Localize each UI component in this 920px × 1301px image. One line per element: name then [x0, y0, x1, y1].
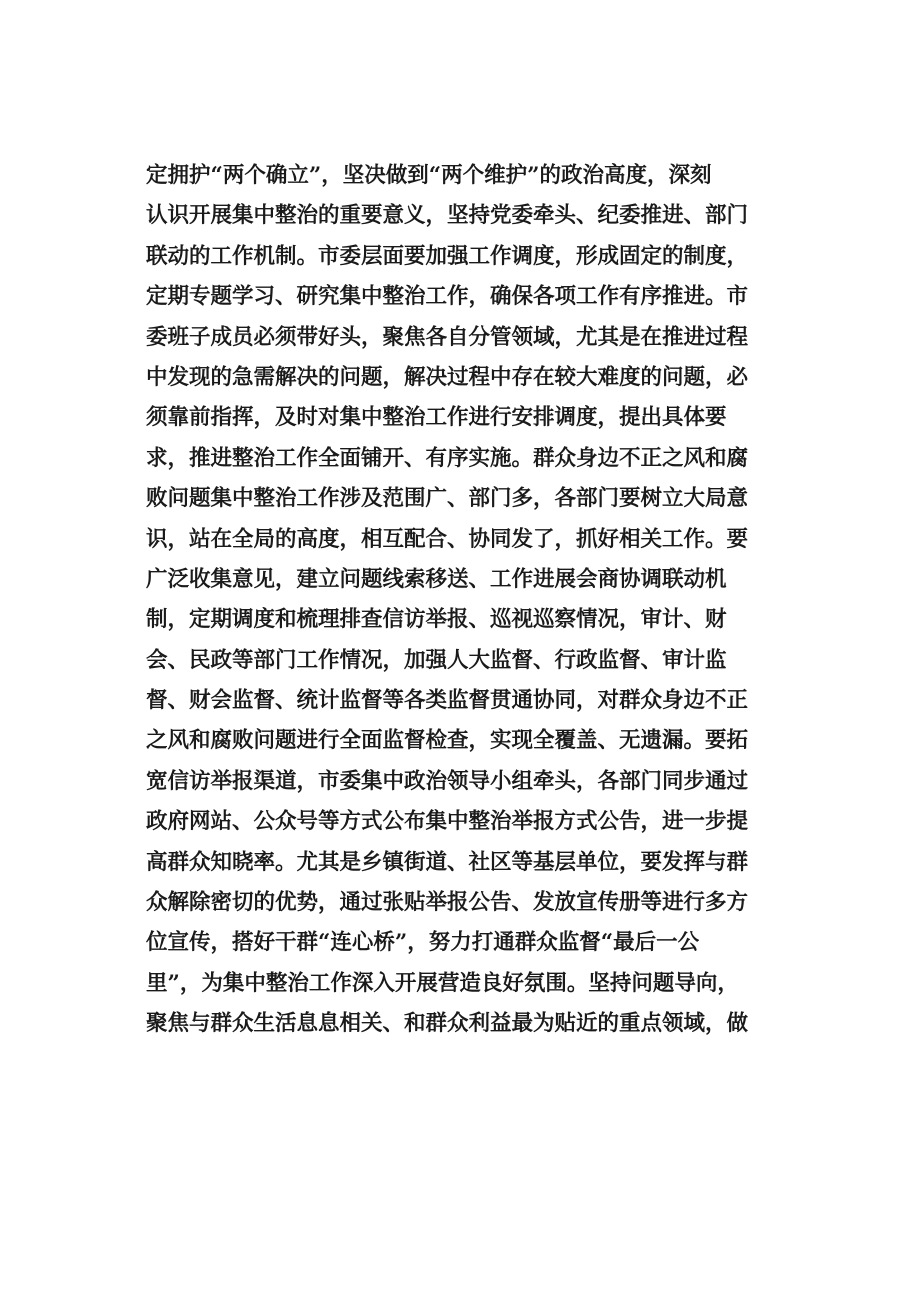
text-line: 委班子成员必须带好头，聚焦各自分管领域，尤其是在推进过程 — [146, 324, 749, 350]
text-line: 识，站在全局的高度，相互配合、协同发了，抓好相关工作。要 — [146, 526, 749, 552]
text-line: 宽信访举报渠道，市委集中政治领导小组牵头，各部门同步通过 — [146, 768, 749, 794]
body-text — [146, 156, 806, 1045]
text-line: 会、民政等部门工作情况，加强人大监督、行政监督、审计监 — [146, 647, 727, 673]
text-line: 广泛收集意见，建立问题线索移送、工作进展会商协调联动机 — [146, 566, 727, 592]
text-line: 督、财会监督、统计监督等各类监督贯通协同，对群众身边不正 — [146, 688, 749, 714]
text-line: 政府网站、公众号等方式公布集中整治举报方式公告，进一步提 — [146, 809, 749, 835]
text-line: 位宣传，搭好干群“连心桥”，努力打通群众监督“最后一公 — [146, 930, 700, 956]
text-line: 之风和腐败问题进行全面监督检查，实现全覆盖、无遗漏。要拓 — [146, 728, 749, 754]
text-line: 定期专题学习、研究集中整治工作，确保各项工作有序推进。市 — [146, 284, 749, 310]
text-line: 认识开展集中整治的重要意义，坚持党委牵头、纪委推进、部门 — [146, 203, 749, 229]
text-line: 高群众知晓率。尤其是乡镇街道、社区等基层单位，要发挥与群 — [146, 849, 749, 875]
text-line: 须靠前指挥，及时对集中整治工作进行安排调度，提出具体要 — [146, 405, 727, 431]
text-line: 败问题集中整治工作涉及范围广、部门多，各部门要树立大局意 — [146, 486, 749, 512]
text-line: 联动的工作机制。市委层面要加强工作调度，形成固定的制度， — [146, 243, 749, 269]
text-line: 求，推进整治工作全面铺开、有序实施。群众身边不正之风和腐 — [146, 445, 749, 471]
text-line: 聚焦与群众生活息息相关、和群众利益最为贴近的重点领域，做 — [146, 1011, 749, 1037]
text-line: 定拥护“两个确立”，坚决做到“两个维护”的政治高度，深刻 — [146, 163, 712, 188]
text-line: 众解除密切的优势，通过张贴举报公告、发放宣传册等进行多方 — [146, 890, 749, 916]
text-line: 里”，为集中整治工作深入开展营造良好氛围。坚持问题导向， — [146, 970, 739, 996]
text-line: 制，定期调度和梳理排查信访举报、巡视巡察情况，审计、财 — [146, 607, 727, 633]
text-line: 中发现的急需解决的问题，解决过程中存在较大难度的问题，必 — [146, 364, 749, 390]
